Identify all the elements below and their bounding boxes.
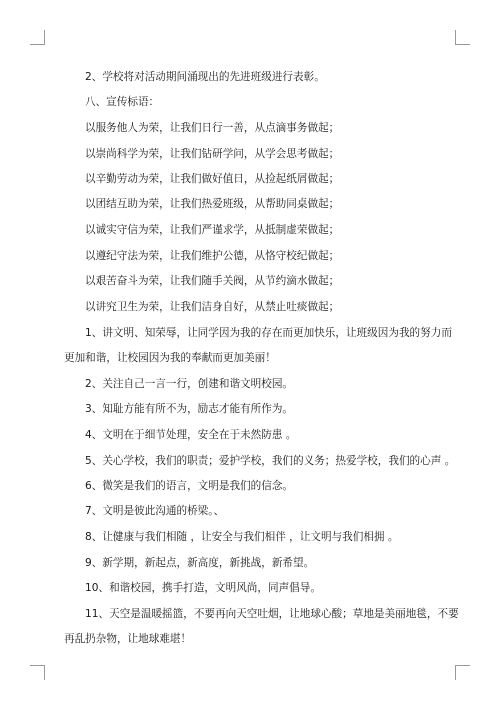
slogan-item: 9、新学期，新起点，新高度，新挑战，新希望。 [85,557,315,569]
slogan-item: 6、微笑是我们的语言，文明是我们的信念。 [85,480,294,492]
slogan-line: 以辛勤劳动为荣，让我们做好值日，从捡起纸屑做起； [85,173,340,185]
slogan-line: 以遵纪守法为荣，让我们维护公德，从恪守校纪做起； [85,250,340,262]
slogan-item: 7、文明是彼此沟通的桥梁。、 [85,505,225,517]
slogan-item-cont: 更加和谐，让校园因为我的奉献而更加美丽！ [64,352,276,364]
crop-mark-bottom-left [30,665,45,680]
section-heading: 八、宣传标语： [85,96,160,108]
crop-mark-bottom-right [455,665,470,680]
slogan-item: 11、天空是温暖摇篮，不要再向天空吐烟，让地球心酸；草地是美丽地毯，不要 [85,608,459,620]
crop-mark-top-right [455,30,470,45]
slogan-item: 3、知耻方能有所不为，励志才能有所作为。 [85,403,294,415]
paragraph-award: 2、学校将对活动期间涌现出的先进班级进行表彰。 [85,71,325,83]
slogan-item: 4、文明在于细节处理，安全在于未然防患 。 [85,429,297,441]
slogan-line: 以讲究卫生为荣，让我们洁身自好，从禁止吐痰做起； [85,301,340,313]
slogan-item: 8、让健康与我们相随 ，让安全与我们相伴 ，让文明与我们相拥 。 [85,531,399,543]
slogan-line: 以团结互助为荣，让我们热爱班级，从帮助同桌做起； [85,198,340,210]
slogan-line: 以服务他人为荣，让我们日行一善，从点滴事务做起； [85,122,340,134]
slogan-item: 5、关心学校，我们的职责；爱护学校，我们的义务；热爱学校，我们的心声 。 [85,455,456,467]
slogan-line: 以诚实守信为荣，让我们严谨求学，从抵制虚荣做起； [85,224,340,236]
crop-mark-top-left [30,30,45,45]
slogan-item: 1、讲文明、知荣辱，让同学因为我的存在而更加快乐，让班级因为我的努力而 [85,327,452,339]
slogan-item: 2、关注自己一言一行，创建和谐文明校园。 [85,378,294,390]
slogan-item-cont: 再乱扔杂物，让地球难堪！ [64,633,192,645]
slogan-item: 10、和谐校园，携手打造，文明风尚，同声倡导。 [85,582,321,594]
slogan-line: 以崇尚科学为荣，让我们钻研学问，从学会思考做起； [85,148,340,160]
slogan-line: 以艰苦奋斗为荣，让我们随手关阀，从节约滴水做起； [85,275,340,287]
